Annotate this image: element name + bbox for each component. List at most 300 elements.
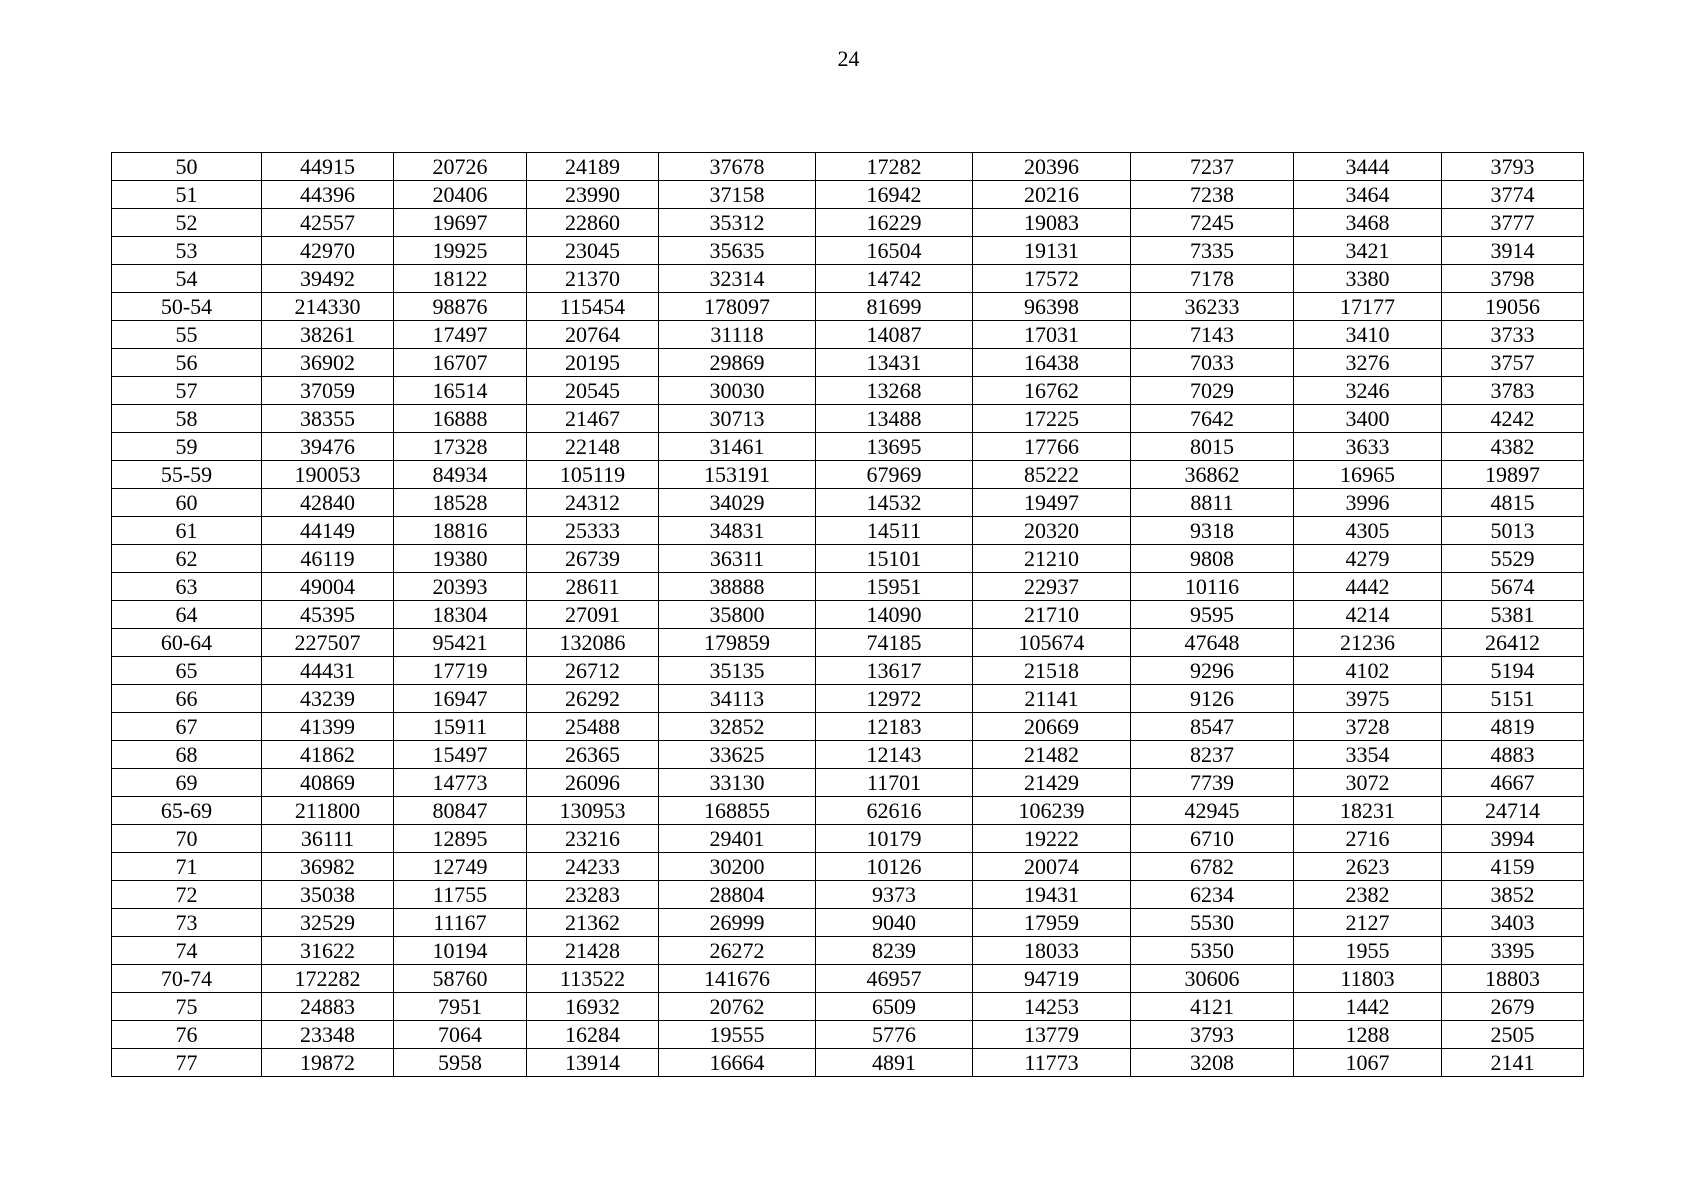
value-cell: 4382 xyxy=(1442,433,1584,461)
value-cell: 16514 xyxy=(394,377,527,405)
value-cell: 39492 xyxy=(262,265,394,293)
value-cell: 9318 xyxy=(1131,517,1294,545)
age-cell: 58 xyxy=(112,405,262,433)
value-cell: 25333 xyxy=(527,517,659,545)
value-cell: 3380 xyxy=(1294,265,1442,293)
value-cell: 3774 xyxy=(1442,181,1584,209)
age-cell: 63 xyxy=(112,573,262,601)
table-row xyxy=(112,181,1584,209)
value-cell: 58760 xyxy=(394,965,527,993)
value-cell: 10126 xyxy=(816,853,973,881)
table-row xyxy=(112,937,1584,965)
value-cell: 38355 xyxy=(262,405,394,433)
value-cell: 3733 xyxy=(1442,321,1584,349)
table-row xyxy=(112,797,1584,825)
value-cell: 19697 xyxy=(394,209,527,237)
value-cell: 17497 xyxy=(394,321,527,349)
value-cell: 227507 xyxy=(262,629,394,657)
value-cell: 6782 xyxy=(1131,853,1294,881)
age-cell: 68 xyxy=(112,741,262,769)
value-cell: 24189 xyxy=(527,153,659,181)
age-cell: 50 xyxy=(112,153,262,181)
value-cell: 17282 xyxy=(816,153,973,181)
value-cell: 141676 xyxy=(659,965,816,993)
table-body xyxy=(112,153,1584,1077)
value-cell: 16932 xyxy=(527,993,659,1021)
value-cell: 13431 xyxy=(816,349,973,377)
value-cell: 3354 xyxy=(1294,741,1442,769)
value-cell: 3464 xyxy=(1294,181,1442,209)
value-cell: 190053 xyxy=(262,461,394,489)
age-cell: 65-69 xyxy=(112,797,262,825)
value-cell: 10179 xyxy=(816,825,973,853)
age-cell: 69 xyxy=(112,769,262,797)
value-cell: 7143 xyxy=(1131,321,1294,349)
value-cell: 22937 xyxy=(973,573,1131,601)
value-cell: 17719 xyxy=(394,657,527,685)
value-cell: 35135 xyxy=(659,657,816,685)
value-cell: 21482 xyxy=(973,741,1131,769)
value-cell: 44431 xyxy=(262,657,394,685)
page-number: 24 xyxy=(837,46,860,71)
value-cell: 16229 xyxy=(816,209,973,237)
value-cell: 13488 xyxy=(816,405,973,433)
value-cell: 130953 xyxy=(527,797,659,825)
value-cell: 18122 xyxy=(394,265,527,293)
value-cell: 7739 xyxy=(1131,769,1294,797)
value-cell: 19131 xyxy=(973,237,1131,265)
value-cell: 42840 xyxy=(262,489,394,517)
value-cell: 19555 xyxy=(659,1021,816,1049)
value-cell: 40869 xyxy=(262,769,394,797)
value-cell: 8237 xyxy=(1131,741,1294,769)
value-cell: 20764 xyxy=(527,321,659,349)
table-row xyxy=(112,573,1584,601)
value-cell: 16947 xyxy=(394,685,527,713)
value-cell: 153191 xyxy=(659,461,816,489)
value-cell: 28804 xyxy=(659,881,816,909)
value-cell: 62616 xyxy=(816,797,973,825)
age-cell: 73 xyxy=(112,909,262,937)
value-cell: 20396 xyxy=(973,153,1131,181)
value-cell: 19222 xyxy=(973,825,1131,853)
value-cell: 16965 xyxy=(1294,461,1442,489)
value-cell: 35635 xyxy=(659,237,816,265)
value-cell: 34113 xyxy=(659,685,816,713)
value-cell: 21428 xyxy=(527,937,659,965)
value-cell: 6509 xyxy=(816,993,973,1021)
value-cell: 18304 xyxy=(394,601,527,629)
table-row xyxy=(112,657,1584,685)
value-cell: 16888 xyxy=(394,405,527,433)
value-cell: 20320 xyxy=(973,517,1131,545)
value-cell: 84934 xyxy=(394,461,527,489)
value-cell: 3728 xyxy=(1294,713,1442,741)
value-cell: 67969 xyxy=(816,461,973,489)
value-cell: 23348 xyxy=(262,1021,394,1049)
value-cell: 18816 xyxy=(394,517,527,545)
value-cell: 1288 xyxy=(1294,1021,1442,1049)
value-cell: 5350 xyxy=(1131,937,1294,965)
value-cell: 20726 xyxy=(394,153,527,181)
age-cell: 57 xyxy=(112,377,262,405)
value-cell: 4242 xyxy=(1442,405,1584,433)
value-cell: 3468 xyxy=(1294,209,1442,237)
value-cell: 8015 xyxy=(1131,433,1294,461)
value-cell: 20669 xyxy=(973,713,1131,741)
value-cell: 20762 xyxy=(659,993,816,1021)
value-cell: 34831 xyxy=(659,517,816,545)
value-cell: 32529 xyxy=(262,909,394,937)
value-cell: 33625 xyxy=(659,741,816,769)
value-cell: 95421 xyxy=(394,629,527,657)
value-cell: 14090 xyxy=(816,601,973,629)
value-cell: 1067 xyxy=(1294,1049,1442,1077)
age-cell: 67 xyxy=(112,713,262,741)
value-cell: 13617 xyxy=(816,657,973,685)
table-row xyxy=(112,769,1584,797)
value-cell: 74185 xyxy=(816,629,973,657)
value-cell: 28611 xyxy=(527,573,659,601)
value-cell: 2679 xyxy=(1442,993,1584,1021)
age-cell: 76 xyxy=(112,1021,262,1049)
value-cell: 41399 xyxy=(262,713,394,741)
age-cell: 72 xyxy=(112,881,262,909)
value-cell: 11803 xyxy=(1294,965,1442,993)
value-cell: 36862 xyxy=(1131,461,1294,489)
table-row xyxy=(112,461,1584,489)
table-row xyxy=(112,293,1584,321)
value-cell: 105119 xyxy=(527,461,659,489)
table-row xyxy=(112,545,1584,573)
value-cell: 7245 xyxy=(1131,209,1294,237)
age-cell: 75 xyxy=(112,993,262,1021)
value-cell: 2127 xyxy=(1294,909,1442,937)
value-cell: 1442 xyxy=(1294,993,1442,1021)
value-cell: 18528 xyxy=(394,489,527,517)
value-cell: 23045 xyxy=(527,237,659,265)
value-cell: 20406 xyxy=(394,181,527,209)
value-cell: 8811 xyxy=(1131,489,1294,517)
value-cell: 21467 xyxy=(527,405,659,433)
table-row xyxy=(112,993,1584,1021)
value-cell: 3777 xyxy=(1442,209,1584,237)
value-cell: 7064 xyxy=(394,1021,527,1049)
value-cell: 32314 xyxy=(659,265,816,293)
value-cell: 22148 xyxy=(527,433,659,461)
value-cell: 20216 xyxy=(973,181,1131,209)
value-cell: 12143 xyxy=(816,741,973,769)
value-cell: 7033 xyxy=(1131,349,1294,377)
age-cell: 61 xyxy=(112,517,262,545)
value-cell: 5958 xyxy=(394,1049,527,1077)
value-cell: 3208 xyxy=(1131,1049,1294,1077)
value-cell: 4102 xyxy=(1294,657,1442,685)
table-row xyxy=(112,489,1584,517)
value-cell: 26712 xyxy=(527,657,659,685)
value-cell: 49004 xyxy=(262,573,394,601)
value-cell: 21210 xyxy=(973,545,1131,573)
age-cell: 71 xyxy=(112,853,262,881)
age-cell: 59 xyxy=(112,433,262,461)
value-cell: 94719 xyxy=(973,965,1131,993)
value-cell: 3072 xyxy=(1294,769,1442,797)
table-row xyxy=(112,153,1584,181)
value-cell: 19925 xyxy=(394,237,527,265)
value-cell: 15101 xyxy=(816,545,973,573)
value-cell: 33130 xyxy=(659,769,816,797)
value-cell: 19431 xyxy=(973,881,1131,909)
value-cell: 16284 xyxy=(527,1021,659,1049)
table-row xyxy=(112,881,1584,909)
age-cell: 77 xyxy=(112,1049,262,1077)
value-cell: 34029 xyxy=(659,489,816,517)
value-cell: 26412 xyxy=(1442,629,1584,657)
value-cell: 11701 xyxy=(816,769,973,797)
value-cell: 19056 xyxy=(1442,293,1584,321)
value-cell: 14087 xyxy=(816,321,973,349)
value-cell: 21518 xyxy=(973,657,1131,685)
age-cell: 55 xyxy=(112,321,262,349)
value-cell: 26096 xyxy=(527,769,659,797)
value-cell: 16664 xyxy=(659,1049,816,1077)
value-cell: 43239 xyxy=(262,685,394,713)
value-cell: 38261 xyxy=(262,321,394,349)
value-cell: 4819 xyxy=(1442,713,1584,741)
value-cell: 3793 xyxy=(1131,1021,1294,1049)
table-row xyxy=(112,741,1584,769)
value-cell: 15911 xyxy=(394,713,527,741)
value-cell: 19897 xyxy=(1442,461,1584,489)
value-cell: 36111 xyxy=(262,825,394,853)
value-cell: 12749 xyxy=(394,853,527,881)
value-cell: 25488 xyxy=(527,713,659,741)
value-cell: 9126 xyxy=(1131,685,1294,713)
table-row xyxy=(112,349,1584,377)
value-cell: 3633 xyxy=(1294,433,1442,461)
value-cell: 15497 xyxy=(394,741,527,769)
value-cell: 179859 xyxy=(659,629,816,657)
value-cell: 5013 xyxy=(1442,517,1584,545)
value-cell: 11167 xyxy=(394,909,527,937)
value-cell: 4667 xyxy=(1442,769,1584,797)
value-cell: 10116 xyxy=(1131,573,1294,601)
value-cell: 9296 xyxy=(1131,657,1294,685)
table-row xyxy=(112,517,1584,545)
value-cell: 46119 xyxy=(262,545,394,573)
age-cell: 65 xyxy=(112,657,262,685)
value-cell: 14253 xyxy=(973,993,1131,1021)
value-cell: 4305 xyxy=(1294,517,1442,545)
age-cell: 54 xyxy=(112,265,262,293)
value-cell: 30713 xyxy=(659,405,816,433)
value-cell: 20195 xyxy=(527,349,659,377)
value-cell: 3852 xyxy=(1442,881,1584,909)
table-row xyxy=(112,1049,1584,1077)
value-cell: 85222 xyxy=(973,461,1131,489)
age-cell: 60-64 xyxy=(112,629,262,657)
value-cell: 27091 xyxy=(527,601,659,629)
value-cell: 16707 xyxy=(394,349,527,377)
value-cell: 35800 xyxy=(659,601,816,629)
value-cell: 5530 xyxy=(1131,909,1294,937)
value-cell: 19083 xyxy=(973,209,1131,237)
value-cell: 5529 xyxy=(1442,545,1584,573)
value-cell: 4891 xyxy=(816,1049,973,1077)
value-cell: 20074 xyxy=(973,853,1131,881)
population-table xyxy=(111,152,1584,1077)
table-row xyxy=(112,825,1584,853)
value-cell: 5151 xyxy=(1442,685,1584,713)
value-cell: 4121 xyxy=(1131,993,1294,1021)
value-cell: 18803 xyxy=(1442,965,1584,993)
value-cell: 37678 xyxy=(659,153,816,181)
value-cell: 26739 xyxy=(527,545,659,573)
value-cell: 17177 xyxy=(1294,293,1442,321)
value-cell: 30200 xyxy=(659,853,816,881)
value-cell: 47648 xyxy=(1131,629,1294,657)
value-cell: 7951 xyxy=(394,993,527,1021)
value-cell: 18231 xyxy=(1294,797,1442,825)
value-cell: 115454 xyxy=(527,293,659,321)
value-cell: 17328 xyxy=(394,433,527,461)
value-cell: 46957 xyxy=(816,965,973,993)
value-cell: 168855 xyxy=(659,797,816,825)
age-cell: 70 xyxy=(112,825,262,853)
value-cell: 3793 xyxy=(1442,153,1584,181)
value-cell: 36233 xyxy=(1131,293,1294,321)
value-cell: 3994 xyxy=(1442,825,1584,853)
value-cell: 32852 xyxy=(659,713,816,741)
value-cell: 22860 xyxy=(527,209,659,237)
value-cell: 3421 xyxy=(1294,237,1442,265)
value-cell: 2505 xyxy=(1442,1021,1584,1049)
value-cell: 2382 xyxy=(1294,881,1442,909)
value-cell: 7029 xyxy=(1131,377,1294,405)
age-cell: 66 xyxy=(112,685,262,713)
value-cell: 20393 xyxy=(394,573,527,601)
value-cell: 11773 xyxy=(973,1049,1131,1077)
value-cell: 26365 xyxy=(527,741,659,769)
value-cell: 14532 xyxy=(816,489,973,517)
value-cell: 3444 xyxy=(1294,153,1442,181)
value-cell: 19872 xyxy=(262,1049,394,1077)
value-cell: 42970 xyxy=(262,237,394,265)
table-row xyxy=(112,265,1584,293)
value-cell: 4883 xyxy=(1442,741,1584,769)
value-cell: 5381 xyxy=(1442,601,1584,629)
value-cell: 15951 xyxy=(816,573,973,601)
age-cell: 51 xyxy=(112,181,262,209)
value-cell: 6234 xyxy=(1131,881,1294,909)
age-cell: 55-59 xyxy=(112,461,262,489)
value-cell: 9373 xyxy=(816,881,973,909)
value-cell: 29869 xyxy=(659,349,816,377)
table-row xyxy=(112,685,1584,713)
value-cell: 3403 xyxy=(1442,909,1584,937)
value-cell: 44149 xyxy=(262,517,394,545)
value-cell: 3276 xyxy=(1294,349,1442,377)
value-cell: 17572 xyxy=(973,265,1131,293)
value-cell: 16942 xyxy=(816,181,973,209)
table-row xyxy=(112,1021,1584,1049)
value-cell: 35312 xyxy=(659,209,816,237)
value-cell: 10194 xyxy=(394,937,527,965)
value-cell: 45395 xyxy=(262,601,394,629)
value-cell: 21236 xyxy=(1294,629,1442,657)
value-cell: 12895 xyxy=(394,825,527,853)
value-cell: 16762 xyxy=(973,377,1131,405)
value-cell: 3798 xyxy=(1442,265,1584,293)
value-cell: 19380 xyxy=(394,545,527,573)
value-cell: 4159 xyxy=(1442,853,1584,881)
value-cell: 36982 xyxy=(262,853,394,881)
value-cell: 16438 xyxy=(973,349,1131,377)
value-cell: 12183 xyxy=(816,713,973,741)
value-cell: 21141 xyxy=(973,685,1131,713)
value-cell: 7335 xyxy=(1131,237,1294,265)
table-row xyxy=(112,321,1584,349)
value-cell: 81699 xyxy=(816,293,973,321)
value-cell: 37158 xyxy=(659,181,816,209)
value-cell: 8547 xyxy=(1131,713,1294,741)
value-cell: 21710 xyxy=(973,601,1131,629)
value-cell: 13914 xyxy=(527,1049,659,1077)
value-cell: 35038 xyxy=(262,881,394,909)
value-cell: 96398 xyxy=(973,293,1131,321)
value-cell: 98876 xyxy=(394,293,527,321)
value-cell: 20545 xyxy=(527,377,659,405)
value-cell: 7178 xyxy=(1131,265,1294,293)
value-cell: 44915 xyxy=(262,153,394,181)
table-row xyxy=(112,853,1584,881)
value-cell: 1955 xyxy=(1294,937,1442,965)
value-cell: 31118 xyxy=(659,321,816,349)
value-cell: 9040 xyxy=(816,909,973,937)
value-cell: 36902 xyxy=(262,349,394,377)
value-cell: 2141 xyxy=(1442,1049,1584,1077)
value-cell: 113522 xyxy=(527,965,659,993)
value-cell: 42945 xyxy=(1131,797,1294,825)
table-row xyxy=(112,965,1584,993)
value-cell: 24312 xyxy=(527,489,659,517)
value-cell: 11755 xyxy=(394,881,527,909)
value-cell: 13779 xyxy=(973,1021,1131,1049)
value-cell: 9808 xyxy=(1131,545,1294,573)
value-cell: 23216 xyxy=(527,825,659,853)
table-row xyxy=(112,237,1584,265)
value-cell: 16504 xyxy=(816,237,973,265)
value-cell: 6710 xyxy=(1131,825,1294,853)
value-cell: 29401 xyxy=(659,825,816,853)
table-row xyxy=(112,377,1584,405)
value-cell: 21370 xyxy=(527,265,659,293)
value-cell: 14742 xyxy=(816,265,973,293)
value-cell: 17959 xyxy=(973,909,1131,937)
table-row xyxy=(112,601,1584,629)
value-cell: 7238 xyxy=(1131,181,1294,209)
value-cell: 23283 xyxy=(527,881,659,909)
value-cell: 17225 xyxy=(973,405,1131,433)
value-cell: 24714 xyxy=(1442,797,1584,825)
age-cell: 62 xyxy=(112,545,262,573)
value-cell: 26292 xyxy=(527,685,659,713)
value-cell: 214330 xyxy=(262,293,394,321)
value-cell: 39476 xyxy=(262,433,394,461)
value-cell: 30606 xyxy=(1131,965,1294,993)
value-cell: 7642 xyxy=(1131,405,1294,433)
value-cell: 17766 xyxy=(973,433,1131,461)
